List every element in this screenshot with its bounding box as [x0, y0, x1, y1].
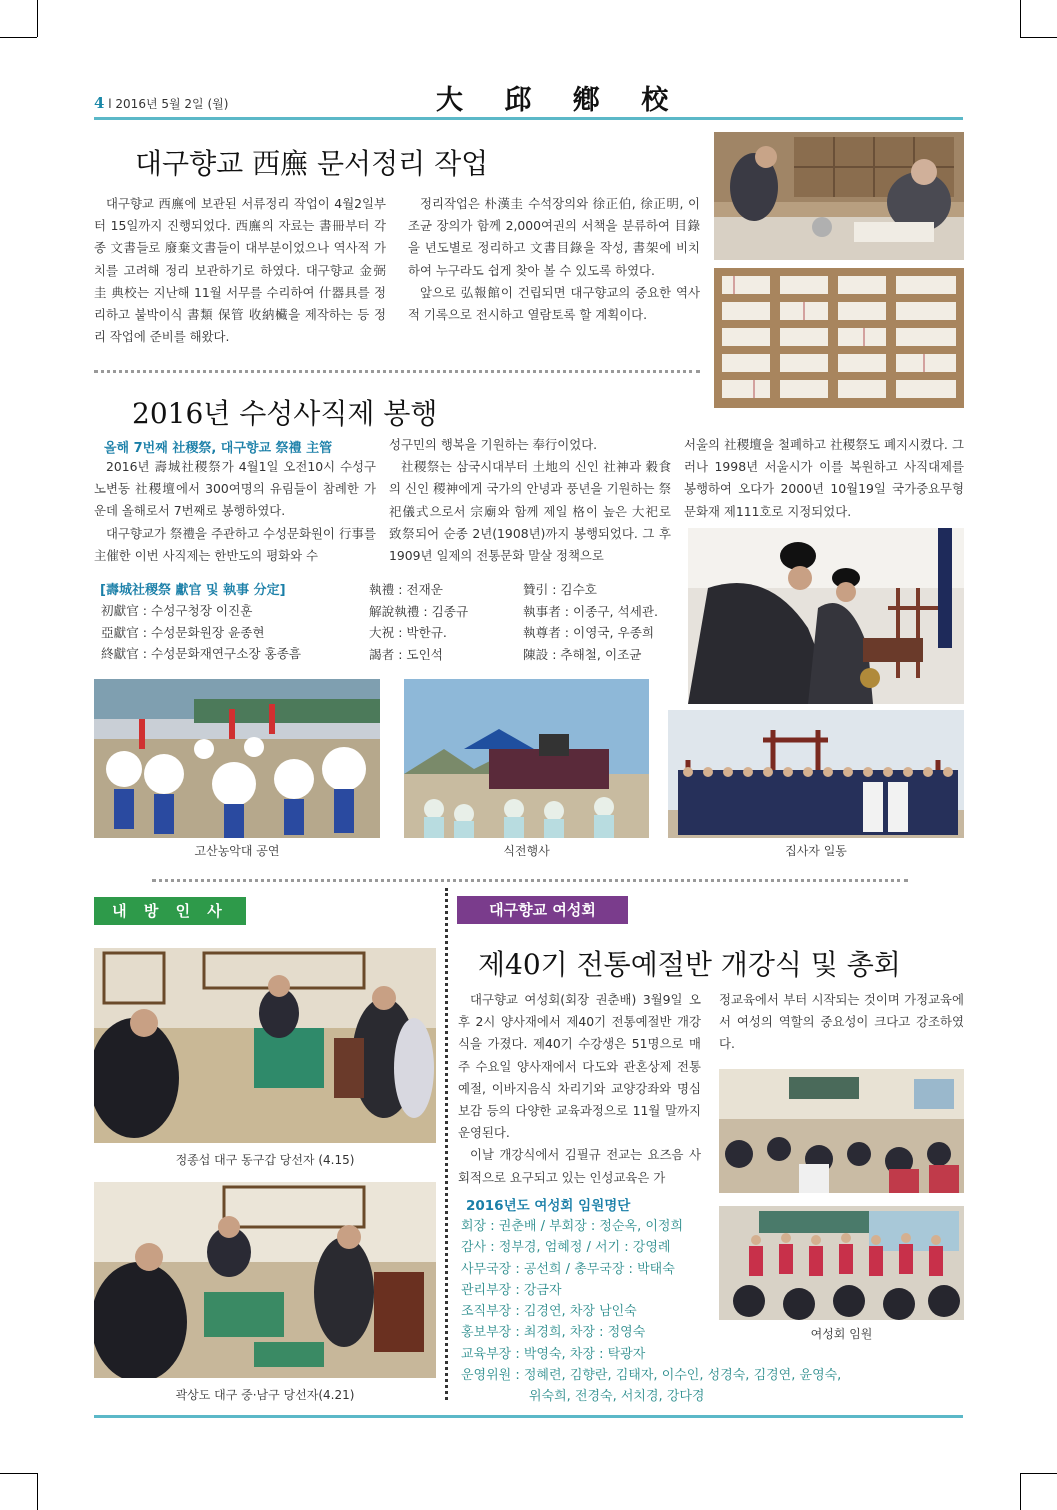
caption: 식전행사	[503, 844, 550, 858]
official-entry: 執事者 : 이종구, 석세관.	[523, 603, 659, 619]
caption: 여성회 임원	[810, 1327, 873, 1341]
footer-rule	[94, 1415, 963, 1418]
paragraph: 2016년 壽城社稷祭가 4월1일 오전10시 수성구 노변동 社稷壇에서 300여명의 유림들이 참례한 가운데 올해로서 7번째로 봉행하였다.	[94, 459, 376, 519]
paragraph: 社稷祭는 삼국시대부터 土地의 신인 社神과 穀食의 신인 稷神에게 국가의 안녕과 풍년을 기원하는 祭祀儀式으로서 宗廟와 함께 제일 格이 높은 大祀로 致祭되어 순종 2년(1908년)까지 봉행되었다. 그 후 1909년 일제의 전통문화 말살 정책으로	[389, 459, 671, 564]
member-entry: 감사 : 정부경, 엄혜정 / 서기 : 강영례	[461, 1240, 671, 1256]
photo-ritual-ceremony	[688, 528, 964, 704]
section-divider	[152, 879, 908, 882]
paragraph: 대구향교가 祭禮을 주관하고 수성문화원이 行事를 主催한 이번 사직제는 한반도의 평화와 수	[94, 525, 376, 563]
official-entry: 初獻官 : 수성구청장 이진훈	[101, 603, 253, 618]
article2-col3	[684, 434, 964, 523]
photo-visitor-kwak	[94, 1182, 436, 1378]
official-entry: 執禮 : 전재운	[369, 582, 443, 597]
crop-mark	[1020, 1473, 1057, 1474]
official-entry: 執尊者 : 이영국, 우종희	[523, 625, 655, 641]
article1-col2	[408, 193, 700, 326]
article2-subtitle: 올해 7번째 社稷祭, 대구향교 祭禮 主管	[104, 441, 333, 456]
article2-col2	[389, 434, 671, 567]
officials-col2	[369, 579, 468, 665]
page-header-date	[94, 94, 228, 112]
paragraph: 대구향교 西廡에 보관된 서류정리 작업이 4월2일부터 15일까지 진행되었다. 西廡의 자료는 書冊부터 각종 文書들로 廢棄文書들이 대부분이었으나 역사적 가치를 고려해 정리 보관하기로 하였다. 대구향교 金弼圭 典校는 지난해 11월 서무를 수리하여 什器具를 정리하고 붙박이식 書類 保管 收納欌을 제작하는 등 정리 작업에 준비를 해왔다.	[94, 196, 386, 345]
photo-visitor-jeong	[94, 948, 436, 1143]
crop-mark	[1020, 0, 1021, 37]
crop-mark	[1020, 1473, 1021, 1510]
paragraph: 앞으로 弘報館이 건립되면 대구향교의 중요한 역사적 기록으로 전시하고 열람토록 할 계획이다.	[408, 284, 700, 323]
member-entry: 홍보부장 : 최경희, 차장 : 정영숙	[461, 1325, 646, 1341]
officials-col3	[523, 579, 658, 665]
official-entry: 亞獻官 : 수성문화원장 윤종현	[101, 624, 265, 640]
photo-pre-ceremony-event	[404, 679, 649, 838]
issue-date: l 2016년 5월 2일 (월)	[108, 97, 229, 111]
members-title: 2016년도 여성회 임원명단	[466, 1198, 631, 1214]
paragraph: 서울의 社稷壇을 철폐하고 社稷祭도 폐지시켰다. 그러나 1998년 서울시가 이를 복원하고 사직대제를 봉행하여 오다가 2000년 10월19일 국가중요무형문화재 제111호로 지정되었다.	[684, 437, 964, 519]
header-rule	[94, 117, 963, 120]
women-tag: 대구향교 여성회	[457, 896, 628, 924]
member-entry: 조직부장 : 김경연, 차장 남인숙	[461, 1304, 637, 1320]
official-entry: 謁者 : 도인석	[369, 646, 443, 662]
photo-ritual-officials-group	[668, 710, 964, 838]
article1-col1	[94, 193, 386, 348]
women-col2	[719, 989, 964, 1056]
member-entry: 운영위원 : 정혜련, 김향란, 김태자, 이수인, 성경숙, 김경연, 윤영숙,	[461, 1368, 842, 1384]
member-entry: 사무국장 : 공선희 / 총무국장 : 박태숙	[461, 1261, 675, 1277]
official-entry: 終獻官 : 수성문화재연구소장 홍종흠	[101, 646, 302, 662]
paragraph: 정교육에서 부터 시작되는 것이며 가정교육에서 여성의 역할의 중요성이 크다고 강조하였다.	[719, 992, 964, 1052]
official-entry: 贊引 : 김수호	[523, 582, 597, 597]
member-entry: 회장 : 권춘배 / 부회장 : 정순옥, 이정희	[461, 1219, 684, 1234]
section-divider	[94, 370, 700, 373]
official-entry: 大祝 : 박한규.	[369, 625, 447, 641]
paragraph: 이날 개강식에서 김필규 전교는 요즈음 사회적으로 요구되고 있는 인성교육은 가	[458, 1147, 701, 1185]
article2-title: 2016년 수성사직제 봉행	[132, 397, 438, 430]
article1-title: 대구향교 西廡 문서정리 작업	[135, 147, 489, 180]
crop-mark	[0, 37, 37, 38]
photo-bookshelves	[714, 268, 964, 408]
crop-mark	[1020, 37, 1057, 38]
official-entry: 陳設 : 추해철, 이조균	[523, 646, 642, 662]
crop-mark	[0, 1473, 37, 1474]
member-entry: 관리부장 : 강금자	[461, 1282, 562, 1298]
women-title: 제40기 전통예절반 개강식 및 총회	[478, 948, 901, 981]
caption: 집사자 일동	[785, 844, 847, 858]
members-list	[461, 1216, 841, 1408]
crop-mark	[37, 0, 38, 37]
officials-title: [壽城社稷祭 獻官 및 執事 分定]	[100, 583, 286, 598]
article2-col1	[94, 456, 376, 567]
photo-opening-ceremony-class	[719, 1069, 964, 1193]
caption: 고산농악대 공연	[194, 844, 280, 858]
caption: 정종섭 대구 동구갑 당선자 (4.15)	[175, 1153, 355, 1167]
women-col1	[458, 989, 701, 1189]
visitors-tag: 내 방 인 사	[94, 897, 246, 925]
photo-document-sorting-desk	[714, 132, 964, 260]
paragraph: 대구향교 여성회(회장 권춘배) 3월9일 오후 2시 양사재에서 제40기 전통예절반 개강식을 가졌다. 제40기 수강생은 51명으로 매주 수요일 양사재에서 다도와 관혼상제 전통예절, 이바지음식 차리기와 교양강좌와 명심보감 등의 다양한 교육과정으로 11월 말까지 운영된다.	[458, 992, 701, 1141]
caption: 곽상도 대구 중·남구 당선자(4.21)	[175, 1388, 355, 1402]
officials-col1	[101, 600, 301, 665]
page-number: 4	[94, 94, 105, 112]
paragraph: 정리작업은 朴漢圭 수석장의와 徐正伯, 徐正明, 이조균 장의가 함께 2,000여권의 서책을 분류하여 目錄을 년도별로 정리하고 文書目錄을 작성, 書架에 비치하여 누구라도 쉽게 찾아 볼 수 있도록 하였다.	[408, 196, 700, 278]
masthead: 大 邱 鄕 校	[436, 85, 685, 116]
crop-mark	[37, 1473, 38, 1510]
member-entry: 교육부장 : 박영숙, 차장 : 탁광자	[461, 1346, 646, 1362]
paragraph: 성구민의 행복을 기원하는 奉行이었다.	[389, 437, 598, 452]
official-entry: 解說執禮 : 김종규	[369, 603, 469, 619]
column-divider	[445, 888, 448, 1400]
photo-gosan-farmers-band	[94, 679, 380, 838]
member-entry: 위숙희, 전경숙, 서치경, 강다경	[529, 1389, 705, 1405]
